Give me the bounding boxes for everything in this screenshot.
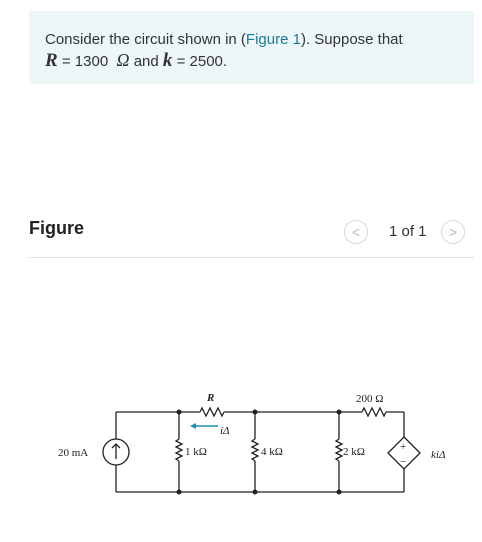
- problem-text-line1: [45, 31, 403, 48]
- dep-source-label: kiΔ: [431, 449, 446, 461]
- plus-sign: +: [400, 441, 407, 453]
- current-arrow: [190, 423, 218, 429]
- page-counter: 1 of 1: [389, 223, 427, 240]
- current-label: iΔ: [220, 425, 230, 437]
- k-symbol: k: [162, 50, 173, 71]
- figure-pager: [344, 220, 479, 248]
- chevron-left-icon: <: [351, 224, 361, 240]
- r4-label: 2 kΩ: [343, 446, 365, 458]
- problem-statement: [29, 11, 474, 84]
- k-value: = 2500.: [176, 53, 228, 70]
- r3-label: 200 Ω: [356, 393, 384, 405]
- problem-text-line2: [45, 50, 227, 72]
- circuit-diagram: [50, 385, 470, 500]
- figure-title: Figure: [29, 218, 85, 238]
- problem-after-link: ). Suppose that: [300, 31, 403, 48]
- source-label: 20 mA: [58, 447, 89, 459]
- next-figure-button[interactable]: [441, 220, 465, 244]
- r2-label: 4 kΩ: [261, 446, 283, 458]
- and-text: and: [133, 53, 159, 70]
- figure-divider: [29, 257, 474, 258]
- r-symbol: R: [45, 50, 58, 71]
- problem-intro: Consider the circuit shown in (: [45, 31, 246, 48]
- minus-sign: −: [400, 456, 407, 468]
- ohm-symbol: Ω: [116, 50, 130, 70]
- r1-label: 1 kΩ: [185, 446, 207, 458]
- r-value: = 1300: [61, 53, 109, 70]
- r-label: R: [207, 392, 215, 404]
- figure-link[interactable]: Figure 1: [245, 31, 301, 48]
- prev-figure-button[interactable]: [344, 220, 368, 244]
- chevron-right-icon: >: [448, 224, 458, 240]
